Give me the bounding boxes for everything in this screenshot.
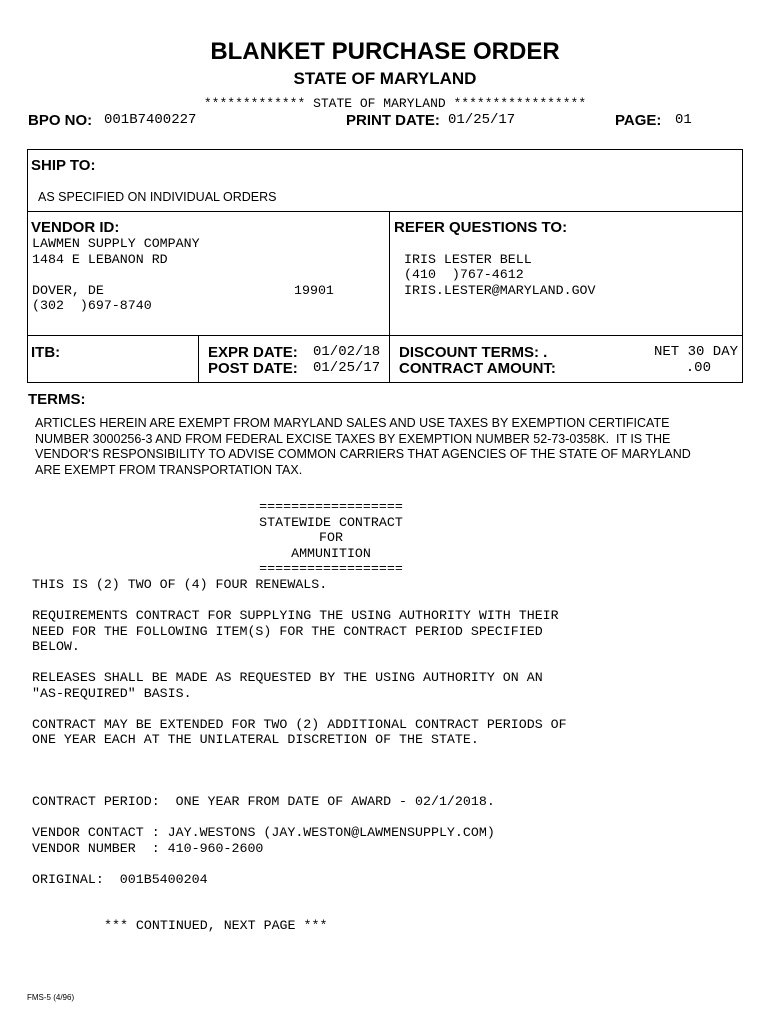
terms-line: ARTICLES HEREIN ARE EXEMPT FROM MARYLAND SALES AND USE TAXES BY EXEMPTION CERTIFICATE xyxy=(35,416,670,430)
expr-date-value: 01/02/18 xyxy=(313,344,381,360)
vendor-address: 1484 E LEBANON RD xyxy=(32,252,168,267)
contract-rule-top: ================== xyxy=(259,499,403,514)
vendor-city: DOVER, DE xyxy=(32,283,104,298)
contact-email: IRIS.LESTER@MARYLAND.GOV xyxy=(404,283,596,298)
page-value: 01 xyxy=(675,112,692,128)
requirements-line: NEED FOR THE FOLLOWING ITEM(S) FOR THE CONTRACT PERIOD SPECIFIED xyxy=(32,624,543,639)
contract-rule-bottom: ================== xyxy=(259,561,403,576)
contract-heading: AMMUNITION xyxy=(291,546,371,561)
divider-vendor-refer xyxy=(389,211,390,383)
expr-date-label: EXPR DATE: xyxy=(208,344,298,361)
vendor-phone: (302 )697-8740 xyxy=(32,298,152,313)
original-bpo: ORIGINAL: 001B5400204 xyxy=(32,872,208,887)
releases-line: "AS-REQUIRED" BASIS. xyxy=(32,686,192,701)
itb-label: ITB: xyxy=(31,344,61,361)
post-date-label: POST DATE: xyxy=(208,360,298,377)
bpo-number-label: BPO NO: xyxy=(28,112,93,129)
divider-ship-vendor xyxy=(27,211,743,212)
print-date-label: PRINT DATE: xyxy=(346,112,440,129)
ship-to-label: SHIP TO: xyxy=(31,157,96,174)
document-title: BLANKET PURCHASE ORDER xyxy=(210,38,560,65)
refer-questions-label: REFER QUESTIONS TO: xyxy=(394,219,568,236)
vendor-number: VENDOR NUMBER : 410-960-2600 xyxy=(32,841,264,856)
discount-terms-label: DISCOUNT TERMS: . xyxy=(399,344,548,361)
form-number: FMS-5 (4/96) xyxy=(27,993,75,1002)
document-subtitle: STATE OF MARYLAND xyxy=(293,69,477,88)
contract-heading: FOR xyxy=(319,530,343,545)
contract-amount-label: CONTRACT AMOUNT: xyxy=(399,360,556,377)
discount-terms-value: NET 30 DAY xyxy=(653,344,738,360)
releases-line: RELEASES SHALL BE MADE AS REQUESTED BY THE USING AUTHORITY ON AN xyxy=(32,670,543,685)
terms-label: TERMS: xyxy=(28,391,86,408)
state-banner: ************* STATE OF MARYLAND ***************** xyxy=(203,96,587,111)
vendor-name: LAWMEN SUPPLY COMPANY xyxy=(32,236,200,251)
divider-itb-expr xyxy=(198,335,199,383)
bpo-number-value: 001B7400227 xyxy=(104,112,197,128)
contract-period: CONTRACT PERIOD: ONE YEAR FROM DATE OF AWARD - 02/1/2018. xyxy=(32,794,495,809)
extension-line: ONE YEAR EACH AT THE UNILATERAL DISCRETION OF THE STATE. xyxy=(32,732,479,747)
ship-to-value: AS SPECIFIED ON INDIVIDUAL ORDERS xyxy=(38,190,277,204)
terms-line: ARE EXEMPT FROM TRANSPORTATION TAX. xyxy=(35,463,303,477)
renewal-statement: THIS IS (2) TWO OF (4) FOUR RENEWALS. xyxy=(32,577,328,592)
contract-heading: STATEWIDE CONTRACT xyxy=(259,515,403,530)
requirements-line: BELOW. xyxy=(32,639,80,654)
extension-line: CONTRACT MAY BE EXTENDED FOR TWO (2) ADDITIONAL CONTRACT PERIODS OF xyxy=(32,717,567,732)
continued-notice: *** CONTINUED, NEXT PAGE *** xyxy=(104,918,328,933)
contract-amount-value: .00 xyxy=(685,360,711,376)
terms-line: NUMBER 3000256-3 AND FROM FEDERAL EXCISE TAXES BY EXEMPTION NUMBER 52-73-0358K. IT IS THE xyxy=(35,432,671,446)
contact-phone: (410 )767-4612 xyxy=(404,267,524,282)
print-date-value: 01/25/17 xyxy=(448,112,516,128)
vendor-contact: VENDOR CONTACT : JAY.WESTONS (JAY.WESTON@LAWMENSUPPLY.COM) xyxy=(32,825,495,840)
vendor-id-label: VENDOR ID: xyxy=(31,219,120,236)
divider-vendor-itb xyxy=(27,335,743,336)
terms-line: VENDOR'S RESPONSIBILITY TO ADVISE COMMON CARRIERS THAT AGENCIES OF THE STATE OF MARYLAND xyxy=(35,447,691,461)
requirements-line: REQUIREMENTS CONTRACT FOR SUPPLYING THE USING AUTHORITY WITH THEIR xyxy=(32,608,559,623)
page-label: PAGE: xyxy=(615,112,662,129)
contact-name: IRIS LESTER BELL xyxy=(404,252,532,267)
vendor-zip: 19901 xyxy=(294,283,334,298)
post-date-value: 01/25/17 xyxy=(313,360,381,376)
